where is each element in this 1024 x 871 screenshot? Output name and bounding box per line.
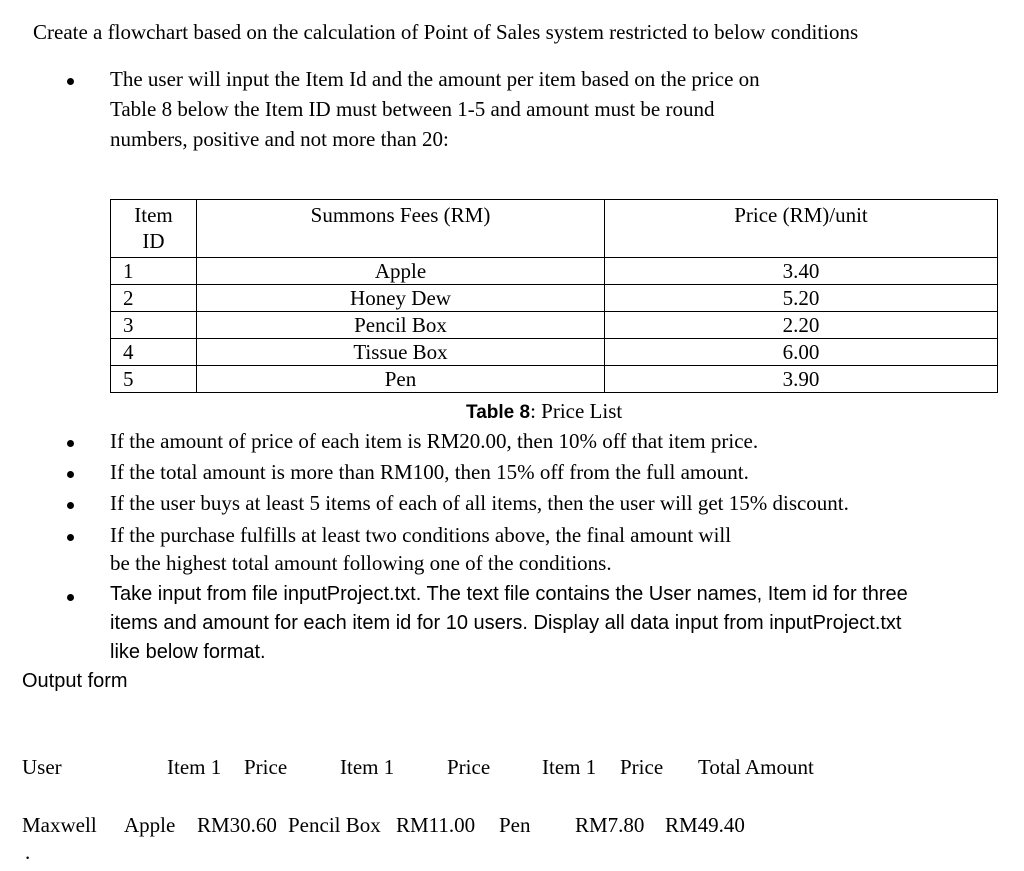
trailing-mark: . [25,840,31,864]
input-line: like below format. [110,641,266,663]
header-price: Price (RM)/unit [605,200,998,258]
output-header-price2: Price [447,755,491,779]
intro-line: The user will input the Item Id and the amount per item based on the price on [110,67,760,91]
cell-price: 3.40 [605,258,998,285]
header-item-id [111,200,197,258]
output-row-price3: RM7.80 [575,813,645,837]
output-row-price2: RM11.00 [396,813,476,837]
bullet-dot [67,440,74,447]
cell-name: Tissue Box [197,339,605,366]
output-header-item1: Item 1 [167,755,222,779]
input-line: Take input from file inputProject.txt. The text file contains the User names, Item id for three [110,583,908,605]
cell-price: 5.20 [605,285,998,312]
bullet-dot [67,471,74,478]
header-item-id-line2: ID [142,229,165,253]
output-header-item2: Item 1 [340,755,395,779]
output-header-item3: Item 1 [542,755,597,779]
cell-name: Pencil Box [197,312,605,339]
header-item-id-line1: Item [134,203,173,227]
table-header-row [111,200,998,258]
table-caption [466,399,622,424]
header-name: Summons Fees (RM) [197,200,605,258]
output-row-user: Maxwell [22,813,97,837]
output-header-price3: Price [620,755,664,779]
cell-price: 2.20 [605,312,998,339]
cell-name: Pen [197,366,605,393]
bullet-dot [67,502,74,509]
cell-id: 5 [111,366,197,393]
output-form-label: Output form [22,670,128,692]
cell-id: 3 [111,312,197,339]
cell-price: 3.90 [605,366,998,393]
output-header-price1: Price [244,755,288,779]
table-caption-label: Table 8 [466,402,531,423]
cell-id: 1 [111,258,197,285]
intro-line: Table 8 below the Item ID must between 1-5 and amount must be round [110,97,715,121]
bullet-dot [67,594,74,601]
table-caption-text: : Price List [530,399,623,423]
table-row [111,339,998,366]
condition-line: be the highest total amount following one of the conditions. [110,551,612,575]
price-table [110,199,998,393]
output-header-user: User [22,755,62,779]
table-row [111,258,998,285]
cell-price: 6.00 [605,339,998,366]
table-row [111,366,998,393]
output-row-price1: RM30.60 [197,813,277,837]
page-heading: Create a flowchart based on the calculation of Point of Sales system restricted to below conditions [33,20,859,44]
output-header-total: Total Amount [698,755,814,779]
cell-name: Apple [197,258,605,285]
table-row [111,312,998,339]
condition-line: If the total amount is more than RM100, then 15% off from the full amount. [110,460,749,484]
output-row-item1: Apple [124,813,176,837]
output-row-item3: Pen [499,813,531,837]
output-row-item2: Pencil Box [288,813,381,837]
condition-line: If the amount of price of each item is RM20.00, then 10% off that item price. [110,429,759,453]
bullet-dot [67,534,74,541]
input-line: items and amount for each item id for 10 users. Display all data input from inputProject.txt [110,612,902,634]
condition-line: If the purchase fulfills at least two conditions above, the final amount will [110,523,732,547]
cell-name: Honey Dew [197,285,605,312]
intro-line: numbers, positive and not more than 20: [110,127,449,151]
bullet-dot [67,78,74,85]
output-row-total: RM49.40 [665,813,745,837]
cell-id: 4 [111,339,197,366]
table-row [111,285,998,312]
condition-line: If the user buys at least 5 items of each of all items, then the user will get 15% discount. [110,491,849,515]
cell-id: 2 [111,285,197,312]
